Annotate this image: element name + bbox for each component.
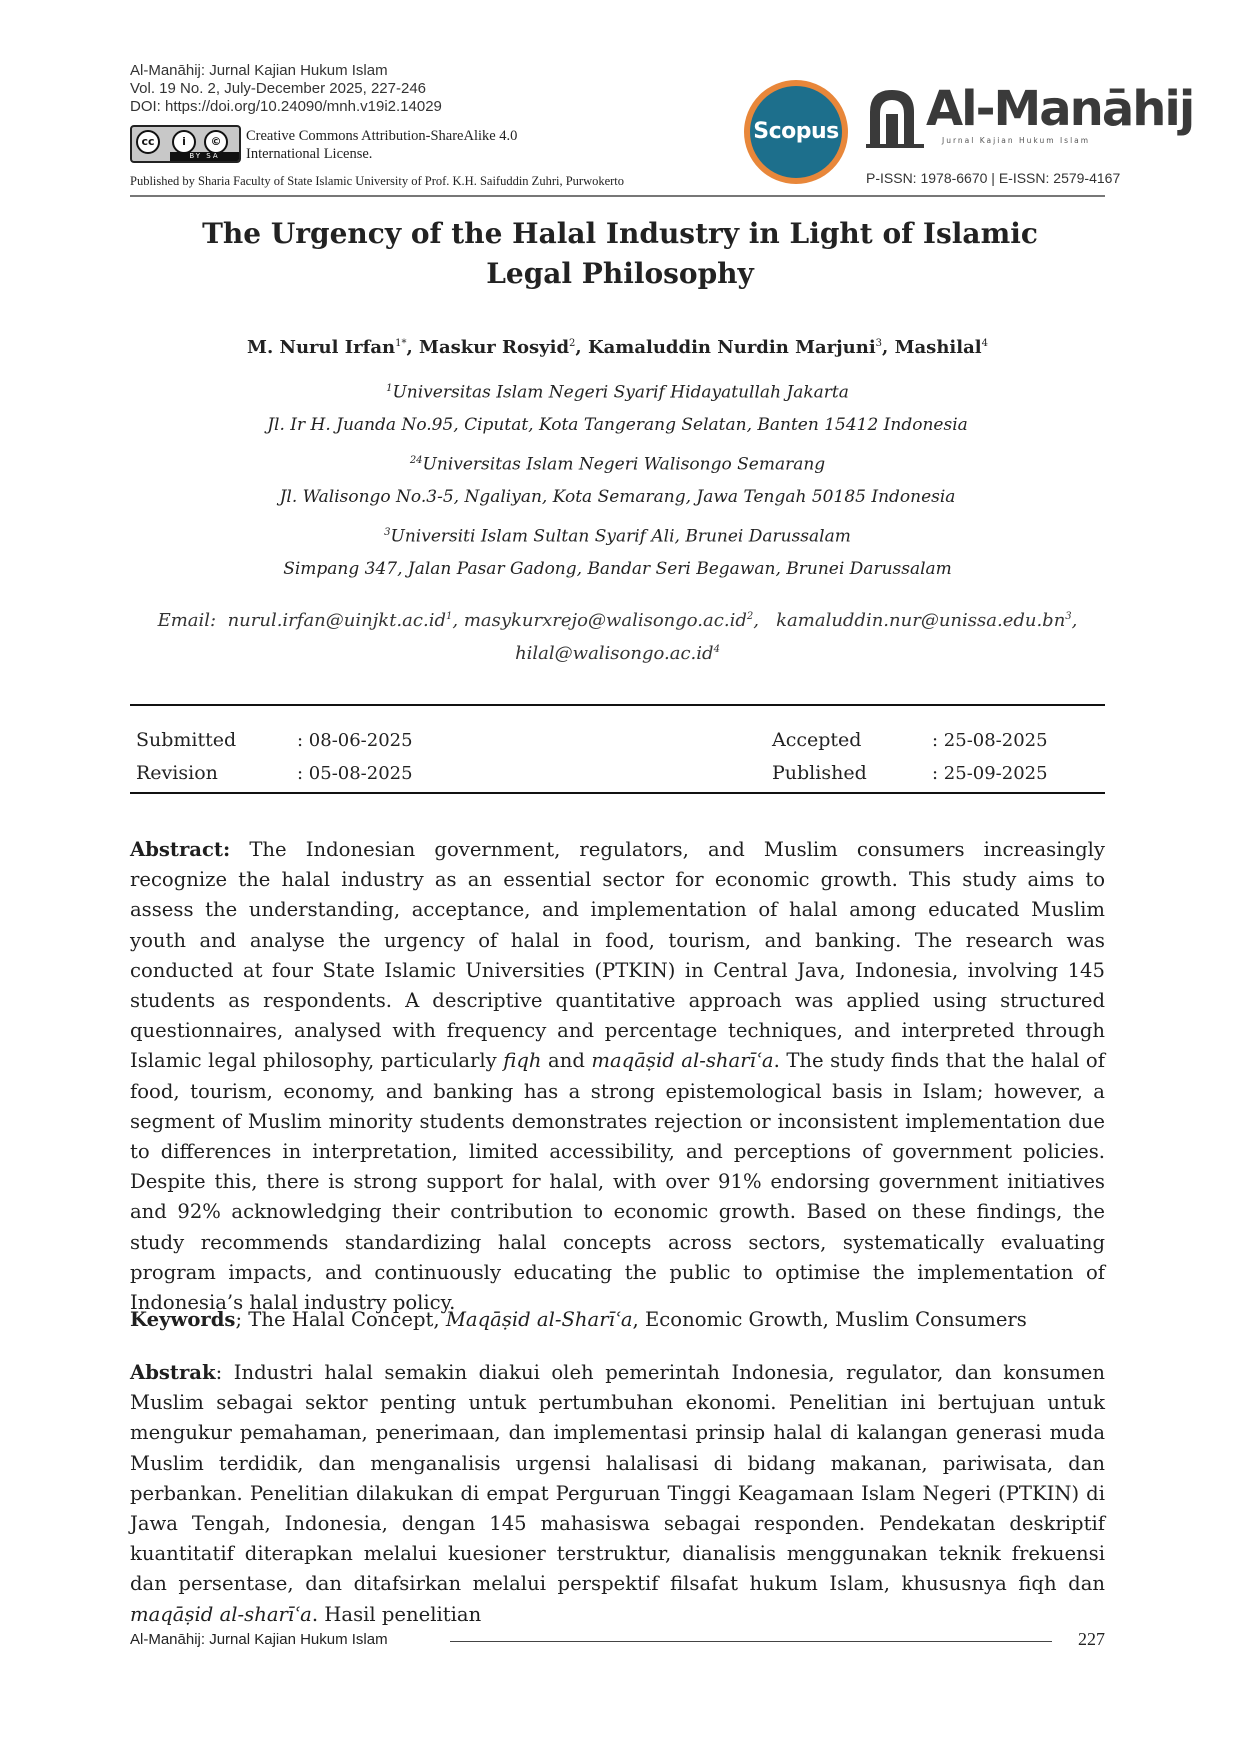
affiliation-sup: 3 <box>384 527 391 538</box>
scopus-logo-icon <box>744 80 848 184</box>
abstract-label: Abstract: <box>130 838 231 861</box>
affiliation-address <box>130 486 1105 508</box>
published-label: Published <box>772 762 867 784</box>
email-line <box>130 638 1105 666</box>
abstrak-paragraph <box>130 1358 1105 1630</box>
email-link[interactable]: masykurxrejo@walisongo.ac.id <box>463 610 747 631</box>
abstract-text: . The study finds that the halal of food, tourism, economy, and banking has a strong epistemological basis in Islam; however, a segment of Muslim minority students demonstrates rejection or inconsistent implementation due to differences in interpretation, limited accessibility, and perceptions of government policies. Despite this, there is strong support for halal, with over 91% endorsing government initiatives and 92% acknowledging their contribution to economic growth. Based on these findings, the study recommends standardizing halal concepts across sectors, systematically evaluating program impacts, and continuously educating the public to optimise the implementation of Indonesia’s halal industry policy. <box>130 1049 1105 1315</box>
affiliation-address <box>130 414 1105 436</box>
footer-journal: Al-Manāhij: Jurnal Kajian Hukum Islam <box>130 1631 388 1648</box>
author-sup: 1* <box>395 338 407 349</box>
license-line-1: Creative Commons Attribution-ShareAlike 4.0 <box>246 128 518 144</box>
author-name: Maskur Rosyid <box>419 337 570 358</box>
affiliation-text: Jl. Ir H. Juanda No.95, Ciputat, Kota Tangerang Selatan, Banten 15412 Indonesia <box>267 415 968 435</box>
author-name: Mashilal <box>894 337 982 358</box>
author-sup: 4 <box>981 338 988 349</box>
email-sup: 2 <box>746 611 754 622</box>
keywords-label: Keywords <box>130 1308 236 1331</box>
abstrak-text: : Industri halal semakin diakui oleh pemerintah Indonesia, regulator, dan konsumen Muslim sebagai sektor penting untuk pertumbuhan ekonomi. Penelitian ini bertujuan untuk mengukur pemahaman, penerimaan, dan implementasi prinsip halal di kalangan generasi muda Muslim terdidik, dan menganalisis urgensi halalisasi di bidang makanan, pariwisata, dan perbankan. Penelitian dilakukan di empat Perguruan Tinggi Keagamaan Islam Negeri (PTKIN) di Jawa Tengah, Indonesia, dengan 145 mahasiswa sebagai responden. Pendekatan deskriptif kuantitatif diterapkan melalui kuesioner terstruktur, dianalisis menggunakan teknik frekuensi dan persentase, dan ditafsirkan melalui perspektif filsafat hukum Islam, khususnya fiqh dan <box>130 1361 1105 1596</box>
keywords-text: , Economic Growth, Muslim Consumers <box>632 1308 1027 1331</box>
affiliation <box>130 522 1105 548</box>
affiliation-sup: 24 <box>409 455 423 466</box>
title-line-2: Legal Philosophy <box>486 257 754 290</box>
abstract-term: maqāṣid al-sharīʿa <box>591 1049 774 1073</box>
by-icon: i <box>172 130 196 154</box>
published-date: : 25-09-2025 <box>932 763 1048 784</box>
cc-badge-bar: BY SA <box>170 152 239 161</box>
journal-logo-icon <box>866 84 924 148</box>
abstract-text: and <box>541 1049 592 1073</box>
affiliation-text: Universitas Islam Negeri Syarif Hidayatullah Jakarta <box>392 382 849 403</box>
email-sup: 4 <box>713 644 720 655</box>
affiliation-address <box>130 558 1105 580</box>
page-number: 227 <box>1078 1629 1105 1649</box>
affiliation-text: Universitas Islam Negeri Walisongo Semarang <box>422 454 826 475</box>
publisher-line: Published by Sharia Faculty of State Islamic University of Prof. K.H. Saifuddin Zuhri, Purwokerto <box>130 174 625 188</box>
logo-subtitle: Jurnal Kajian Hukum Islam <box>942 136 1091 145</box>
logo-text: Al-Manāhij <box>926 81 1194 137</box>
email-sup: 3 <box>1065 611 1072 622</box>
accepted-label: Accepted <box>772 729 862 751</box>
sa-icon: © <box>204 130 228 154</box>
accepted-date: : 25-08-2025 <box>932 730 1048 751</box>
license-text[interactable] <box>246 127 576 163</box>
submitted-label: Submitted <box>136 729 237 751</box>
license-line-2: International License. <box>246 146 373 162</box>
title-line-1: The Urgency of the Halal Industry in Light of Islamic <box>202 217 1038 250</box>
header-divider <box>130 195 1105 197</box>
journal-logo <box>866 80 1194 160</box>
journal-volume: Vol. 19 No. 2, July-December 2025, 227-246 <box>130 80 427 97</box>
affiliation <box>130 450 1105 476</box>
author-sup: 2 <box>569 338 576 349</box>
doi-link[interactable]: DOI: https://doi.org/10.24090/mnh.v19i2.14029 <box>130 98 442 115</box>
author-list: M. Nurul Irfan$^{1*}$, Maskur Rosyid$^2$, Kamaluddin Nurdin Marjuni$^3$, Mashilal$^4$ <box>247 337 988 358</box>
submitted-date: : 08-06-2025 <box>297 730 413 751</box>
footer-rule <box>450 1641 1052 1642</box>
dates-bottom-rule <box>130 792 1105 794</box>
dates-top-rule <box>130 704 1105 706</box>
email-line: Email: $nurul.irfan@uinjkt.ac.id^1$, $masykurxrejo@walisongo.ac.id^2$, $kamaluddin.nur@unissa.edu.bn^3$, <box>157 610 1078 631</box>
abstrak-term: maqāṣid al-sharīʿa <box>130 1602 312 1626</box>
author-name: M. Nurul Irfan <box>247 337 396 358</box>
affiliation-sup: 1 <box>386 383 393 394</box>
cc-license-icon[interactable] <box>130 125 241 163</box>
affiliation-text: Universiti Islam Sultan Syarif Ali, Brunei Darussalam <box>390 526 851 547</box>
email-label: Email: <box>157 610 217 631</box>
affiliation-text: Simpang 347, Jalan Pasar Gadong, Bandar Seri Begawan, Brunei Darussalam <box>283 559 952 579</box>
journal-name: Al-Manāhij: Jurnal Kajian Hukum Islam <box>130 62 388 79</box>
affiliation-text: Jl. Walisongo No.3-5, Ngaliyan, Kota Semarang, Jawa Tengah 50185 Indonesia <box>279 487 956 507</box>
abstrak-text: . Hasil penelitian <box>311 1602 482 1626</box>
author-name: Kamaluddin Nurdin Marjuni <box>587 337 876 358</box>
abstract-paragraph <box>130 835 1105 1318</box>
email-link[interactable]: hilal@walisongo.ac.id <box>515 643 714 664</box>
abstract-term: fiqh <box>503 1049 542 1073</box>
scopus-label: Scopus <box>750 86 842 178</box>
keywords-term: Maqāṣid al-Sharīʿa <box>445 1308 633 1331</box>
keywords-paragraph <box>130 1305 1105 1335</box>
email-sup: 1 <box>445 611 453 622</box>
email-link[interactable]: kamaluddin.nur@unissa.edu.bn <box>776 610 1066 631</box>
email-link[interactable]: nurul.irfan@uinjkt.ac.id <box>227 610 446 631</box>
affiliation <box>130 378 1105 404</box>
author-sup: 3 <box>875 338 883 349</box>
cc-icon: cc <box>136 130 160 154</box>
revision-date: : 05-08-2025 <box>297 763 413 784</box>
keywords-text: ; The Halal Concept, <box>235 1308 446 1331</box>
abstrak-label: Abstrak <box>130 1361 216 1384</box>
revision-label: Revision <box>136 762 218 784</box>
issn-line: P-ISSN: 1978-6670 | E-ISSN: 2579-4167 <box>866 170 1121 186</box>
article-title <box>160 214 1080 294</box>
abstract-text: The Indonesian government, regulators, and Muslim consumers increasingly recognize the halal industry as an essential sector for economic growth. This study aims to assess the understanding, acceptance, and implementation of halal among educated Muslim youth and analyse the urgency of halal in food, tourism, and banking. The research was conducted at four State Islamic Universities (PTKIN) in Central Java, Indonesia, involving 145 students as respondents. A descriptive quantitative approach was applied using structured questionnaires, analysed with frequency and percentage techniques, and interpreted through Islamic legal philosophy, particularly <box>130 838 1105 1073</box>
